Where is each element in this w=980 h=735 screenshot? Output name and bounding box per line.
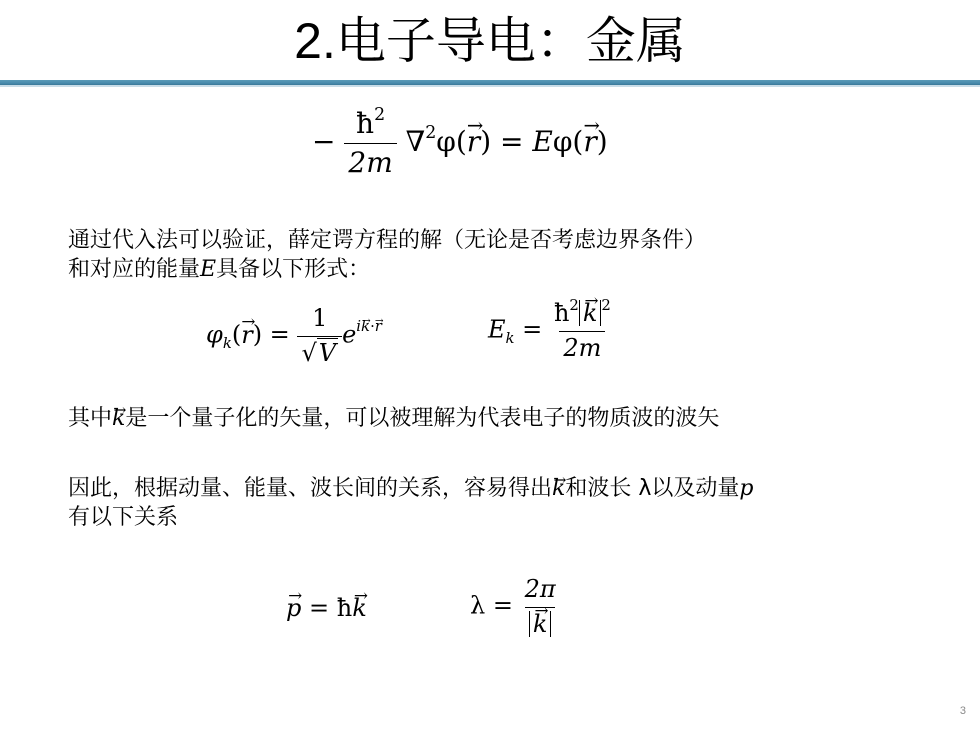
- wave-vector: → k: [352, 594, 367, 622]
- equals-sign: ) =: [252, 320, 290, 349]
- hbar-exponent: 2: [374, 104, 386, 125]
- laplacian-symbol: ∇: [405, 125, 426, 159]
- wave-vector-inline: → k: [552, 474, 565, 503]
- paragraph-line: [68, 474, 753, 503]
- sqrt-sign: √: [301, 338, 317, 367]
- energy-subscript: k: [505, 328, 515, 347]
- position-vector: → r: [241, 321, 252, 349]
- text-span: 因此，根据动量、能量、波长间的关系，容易得出: [68, 476, 553, 501]
- energy-fraction: [550, 295, 615, 362]
- fraction-denominator: 2m: [559, 331, 605, 363]
- page-number: 3: [959, 705, 966, 717]
- paragraph-relations: [68, 474, 753, 532]
- text-span: 其中: [68, 406, 113, 431]
- paragraph-line: [68, 255, 706, 284]
- hbar-fraction: [344, 104, 396, 180]
- equals-sign: =: [514, 315, 543, 344]
- lhs-wavefunction: φ(: [436, 125, 467, 159]
- phi-symbol: φ: [206, 320, 223, 349]
- wavefunction-equation: [206, 305, 382, 367]
- minus-sign: −: [312, 125, 336, 159]
- paragraph-wave-vector: [68, 404, 719, 433]
- hbar-symbol: ħ: [356, 107, 375, 140]
- momentum-equation: [286, 594, 367, 622]
- wave-vector: → k: [583, 300, 598, 326]
- k-exponent: 2: [601, 295, 611, 314]
- dot-operator: ·: [370, 317, 375, 336]
- wave-vector: → k: [533, 611, 548, 637]
- phi-subscript: k: [222, 333, 232, 352]
- sqrt-v: [301, 340, 338, 368]
- imaginary-unit: i: [356, 317, 362, 336]
- laplacian-exponent: 2: [425, 123, 437, 144]
- position-vector: → r: [467, 125, 480, 158]
- wavelength-equation: [470, 576, 560, 638]
- hbar-symbol: ħ: [553, 299, 570, 327]
- volume-symbol: V: [318, 338, 337, 367]
- energy-symbol: E: [488, 315, 506, 344]
- wavelength-fraction: [521, 576, 560, 638]
- paragraph-line: 有以下关系: [68, 505, 179, 530]
- wave-vector-inline: → k: [112, 404, 125, 433]
- rhs-wavefunction: φ(: [552, 125, 584, 159]
- normalization-fraction: [297, 305, 342, 367]
- open-paren: (: [231, 320, 242, 349]
- slide-title: 2.电子导电：金属: [294, 13, 686, 69]
- energy-symbol: E: [532, 125, 553, 159]
- closing-paren: ): [596, 125, 608, 159]
- paragraph-line: 通过代入法可以验证，薛定谔方程的解（无论是否考虑边界条件）: [68, 228, 707, 253]
- fraction-numerator: 2π: [524, 575, 556, 603]
- fraction-numerator: 1: [312, 304, 328, 332]
- momentum-vector: → p: [286, 594, 301, 622]
- title-divider-shadow: [0, 85, 980, 87]
- schrodinger-equation: [312, 104, 608, 180]
- text-span: 和波长 λ以及动量: [565, 476, 740, 501]
- exponential-base: e: [342, 320, 357, 349]
- text-span: 是一个量子化的矢量，可以被理解为代表电子的物质波的波矢: [125, 406, 720, 431]
- paragraph-solution-intro: [68, 226, 706, 284]
- position-vector-rhs: → r: [583, 125, 596, 158]
- momentum-symbol-inline: p: [739, 476, 754, 501]
- energy-symbol-inline: E: [200, 257, 217, 282]
- equals-sign: ) =: [480, 125, 533, 159]
- energy-equation: [488, 295, 615, 362]
- equals-hbar: = ħ: [301, 594, 353, 622]
- lambda-equals: λ =: [470, 591, 513, 620]
- text-span: 具备以下形式：: [216, 257, 371, 282]
- text-span: 和对应的能量: [68, 257, 201, 282]
- hbar-exponent: 2: [569, 295, 579, 314]
- exponent: ik·r: [356, 317, 382, 336]
- fraction-denominator: 2m: [344, 143, 396, 179]
